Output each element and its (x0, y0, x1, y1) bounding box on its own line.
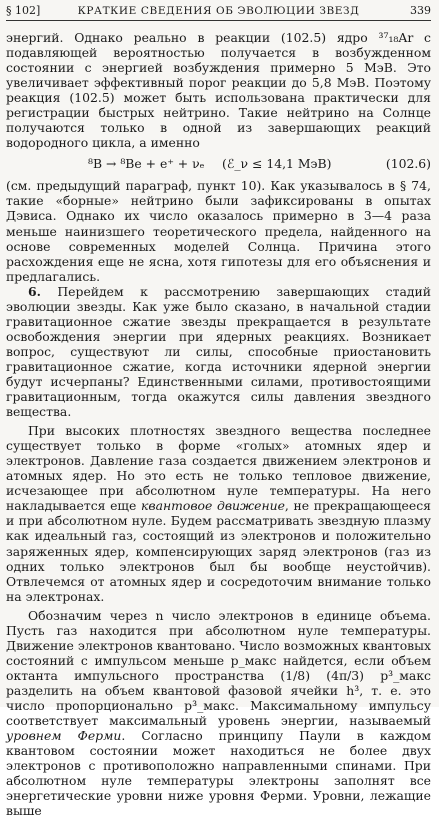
emphasized-term: уровнем Ферми (6, 728, 122, 744)
paragraph (6, 423, 431, 604)
paragraph-continued (6, 30, 431, 150)
paragraph (6, 284, 431, 419)
paragraph (6, 178, 431, 283)
paragraph-text: , не прекращающееся и при абсолютном нуле. Будем рассматривать звездную плазму как идеальный газ, состоящий из электронов и положительно заряженных ядер, компенсирующих заряд электронов (газ из одних только электронов был бы вообще неустойчив). Отвлечемся от атомных ядер и сосредоточим внимание только на электронах. (6, 498, 431, 604)
paragraph-text: Обозначим через n число электронов в единице объема. Пусть газ находится при абсолютном нуле температуры. Движение электронов квантовано. Число возможных квантовых состояний с импульсом меньше p_макс найдется, если объем октанта импульсного пространства (1/8) (4π/3) p³_макс разделить на объем квантовой фазовой ячейки h³, т. е. это число пропорционально p³_макс. Максимальному импульсу соответствует максимальный уровень энергии, называемый (6, 607, 431, 729)
equation-expression: ⁸B → ⁸Be + e⁺ + νₑ (88, 156, 205, 172)
paragraph-text: энергий. Однако реально в реакции (102.5) ядро ³⁷₁₈Ar с подавляющей вероятностью получается в возбужденном состоянии с энергией возбуждения примерно 5 МэВ. Это увеличивает эффективный порог реакции до 5,8 МэВ. Поэтому реакция (102.5) может быть использована практически для регистрации быстрых нейтрино. Такие нейтрино на Солнце получаются только в одной из завершающих реакций водородного цикла, а именно (6, 30, 431, 151)
equation-102-6 (6, 152, 431, 176)
chapter-title: КРАТКИЕ СВЕДЕНИЯ ОБ ЭВОЛЮЦИИ ЗВЕЗД (77, 5, 360, 17)
item-number: 6. (28, 283, 41, 299)
body-text (6, 30, 431, 818)
paragraph-text: Перейдем к рассмотрению завершающих стадий эволюции звезды. Как уже было сказано, в начальной стадии гравитационное сжатие звезды прекращается в результате освобождения энергии при ядерных реакциях. Возникает вопрос, существуют ли силы, способные приостановить гравитационное сжатие, когда источники ядерной энергии будут исчерпаны? Единственными силами, противостоящими гравитационным, тогда окажутся силы давления звездного вещества. (6, 283, 431, 420)
running-head (6, 2, 431, 21)
equation-number: (102.6) (385, 156, 431, 172)
paragraph (6, 608, 431, 818)
paragraph-text: При высоких плотностях звездного вещества последнее существует только в форме «голых» атомных ядер и электронов. Давление газа создается движением электронов и атомных ядер. Но это есть не только тепловое движение, исчезающее при абсолютном нуле температуры. На него накладывается еще (6, 423, 431, 514)
paragraph-text: . Согласно принципу Паули в каждом квантовом состоянии может находиться не более двух электронов с противоположно направленными спинами. При абсолютном нуле температуры электроны заполнят все энергетические уровни ниже уровня Ферми. Уровни, лежащие выше (6, 728, 431, 818)
paragraph-text: (см. предыдущий параграф, пункт 10). Как указывалось в § 74, такие «борные» нейтрино были зафиксированы в опытах Дэвиса. Однако их число оказалось примерно в 3—4 раза меньше наинизшего теоретического предела, найденного на основе современных моделей Солнца. Причина этого расхождения еще не ясна, хотя гипотезы для его объяснения и предлагались. (6, 178, 431, 284)
page-number: 339 (410, 4, 431, 17)
section-reference: § 102] (6, 4, 41, 17)
equation-condition: (ℰ_ν ≤ 14,1 МэВ) (222, 156, 332, 172)
emphasized-term: квантовое движение (140, 498, 285, 514)
